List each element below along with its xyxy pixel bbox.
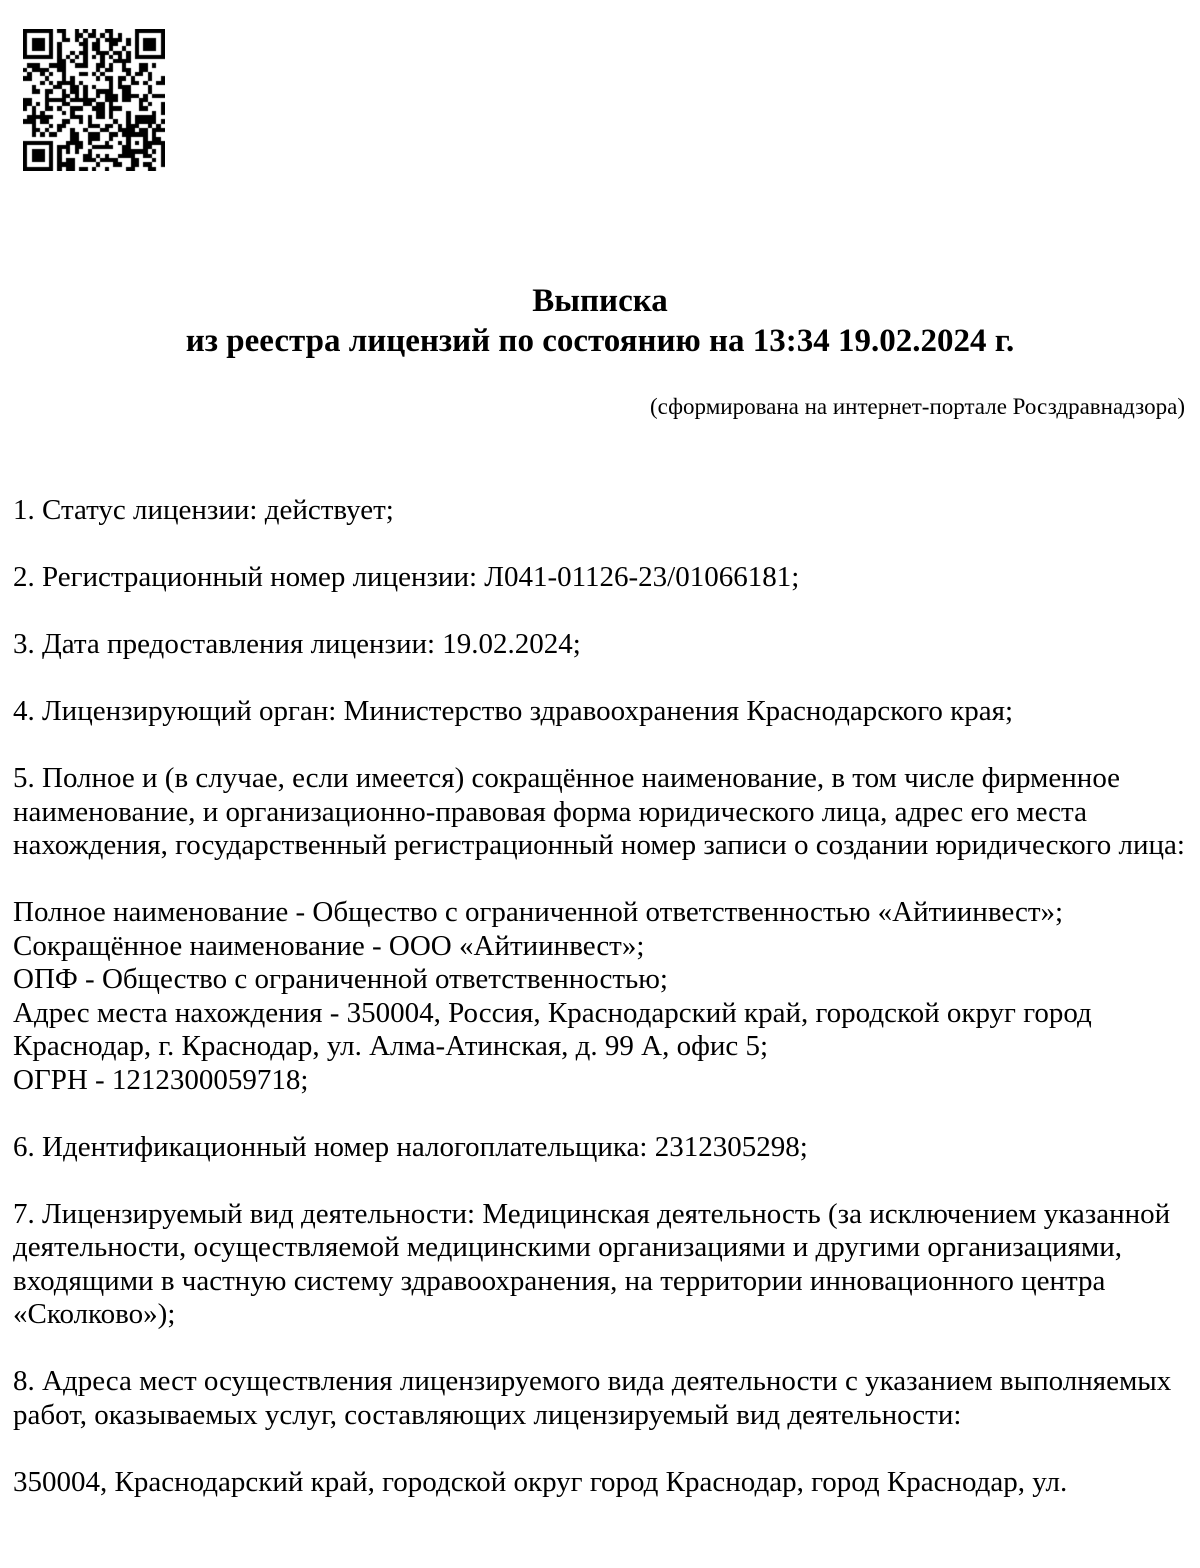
paragraph (13, 1365, 1173, 1432)
paragraph (13, 1466, 1173, 1500)
paragraph (13, 695, 1173, 729)
paragraph (13, 628, 1173, 662)
document-line: Краснодар, г. Краснодар, ул. Алма-Атинская, д. 99 А, офис 5; (13, 1030, 769, 1062)
document-title-line2: из реестра лицензий по состоянию на 13:34 19.02.2024 г. (185, 323, 1015, 359)
qr-code-icon (23, 29, 165, 171)
document-title (0, 281, 1200, 361)
document-line: «Сколково»); (13, 1298, 176, 1330)
paragraph (13, 561, 1173, 595)
document-line: 6. Идентификационный номер налогоплательщика: 2312305298; (13, 1130, 808, 1163)
paragraph (13, 1131, 1173, 1165)
paragraph (13, 1198, 1173, 1332)
document-line: 3. Дата предоставления лицензии: 19.02.2024; (13, 628, 581, 660)
document-line: Полное наименование - Общество с ограниченной ответственностью «Айтиинвест»; (13, 896, 1064, 928)
paragraph (13, 762, 1185, 863)
document-line: 7. Лицензируемый вид деятельности: Медицинская деятельность (за исключением указанной (13, 1197, 1171, 1230)
document-line: Сокращённое наименование - ООО «Айтиинвест»; (13, 929, 645, 962)
document-line: входящими в частную систему здравоохранения, на территории инновационного центра (13, 1264, 1106, 1297)
document-line: 1. Статус лицензии: действует; (13, 494, 394, 526)
document-body (13, 494, 1185, 1533)
document-line: наименование, и организационно-правовая форма юридического лица, адрес его места (13, 795, 1087, 828)
document-line: ОПФ - Общество с ограниченной ответственностью; (13, 963, 668, 995)
document-line: 350004, Краснодарский край, городской округ город Краснодар, город Краснодар, ул. (13, 1465, 1068, 1498)
paragraph (13, 896, 1173, 1097)
document-line: 4. Лицензирующий орган: Министерство здравоохранения Краснодарского края; (13, 695, 1014, 727)
document-line: 5. Полное и (в случае, если имеется) сокращённое наименование, в том числе фирменное (13, 762, 1121, 794)
document-title-line1: Выписка (532, 283, 668, 319)
document-line: ОГРН - 1212300059718; (13, 1063, 309, 1096)
document-subtitle: (сформирована на интернет-портале Росздравнадзора) (650, 394, 1185, 419)
document-line: 2. Регистрационный номер лицензии: Л041-01126-23/01066181; (13, 561, 800, 593)
document-line: деятельности, осуществляемой медицинскими организациями и другими организациями, (13, 1231, 1123, 1263)
document-line: работ, оказываемых услуг, составляющих лицензируемый вид деятельности: (13, 1398, 962, 1431)
paragraph (13, 494, 1173, 528)
document-line: 8. Адреса мест осуществления лицензируемого вида деятельности с указанием выполняемых (13, 1365, 1172, 1397)
document-line: нахождения, государственный регистрационный номер записи о создании юридического лица: (13, 829, 1185, 861)
document-line: Адрес места нахождения - 350004, Россия, Краснодарский край, городской округ город (13, 996, 1092, 1029)
